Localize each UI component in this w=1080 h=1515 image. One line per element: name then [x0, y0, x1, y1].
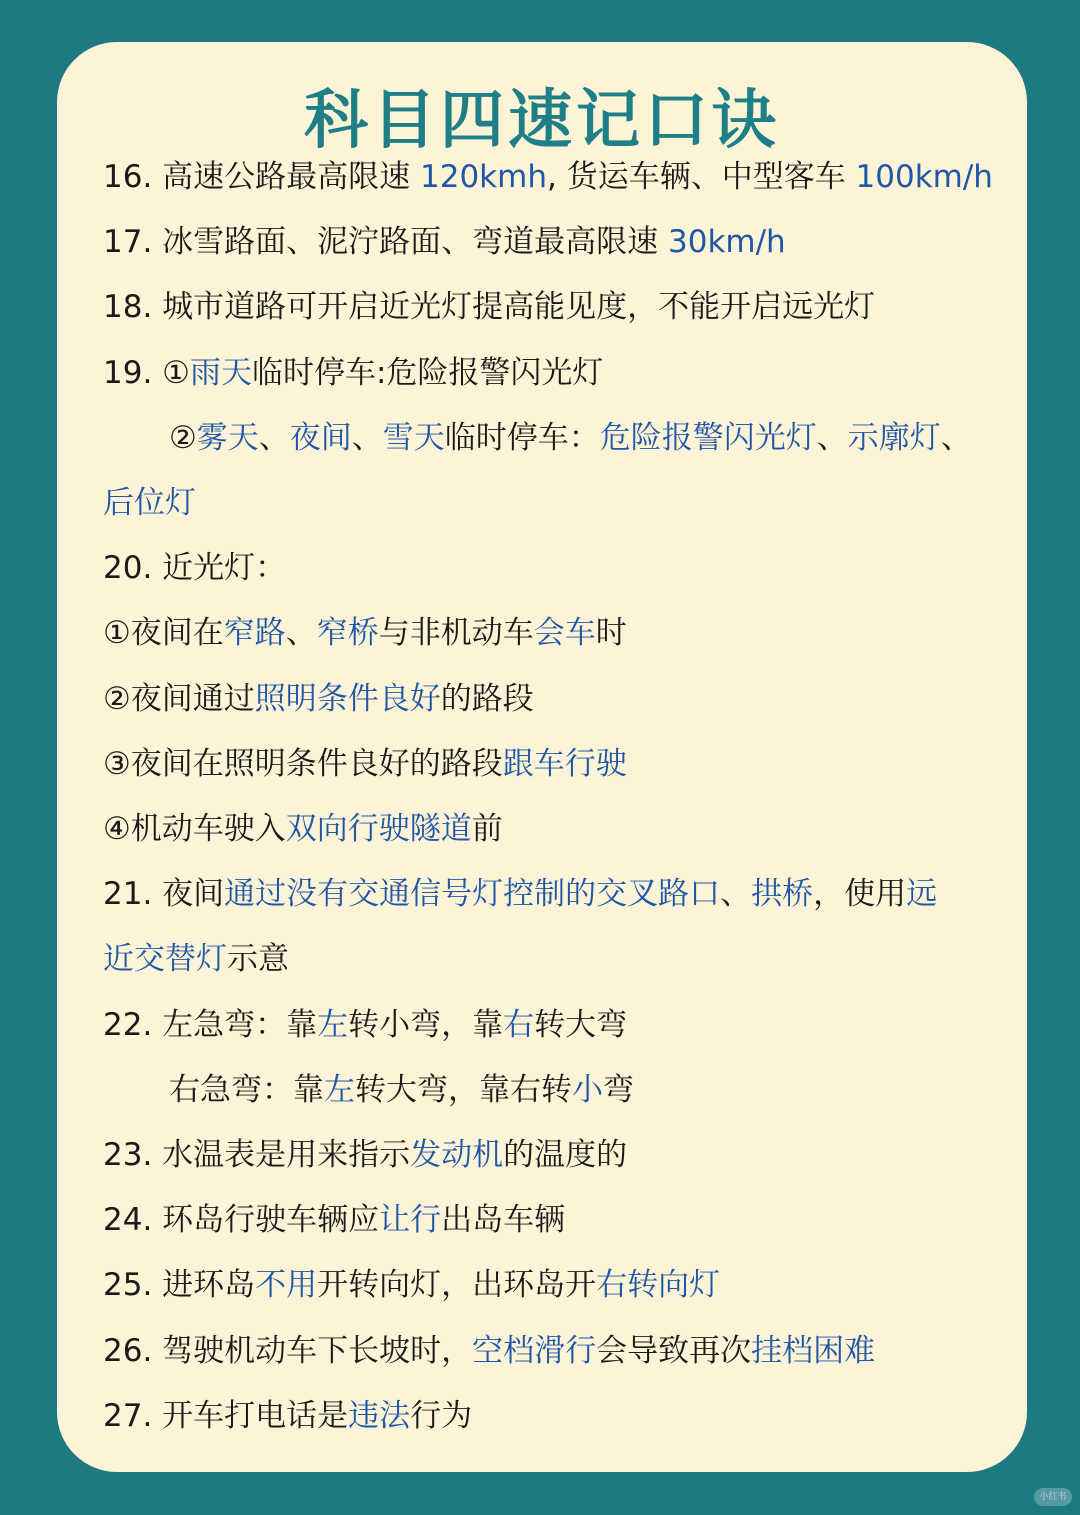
- rule-line: [103, 350, 1007, 396]
- rule-text: 18. 城市道路可开启近光灯提高能见度，不能开启远光灯: [103, 289, 876, 326]
- rule-text: 19. ①: [103, 354, 190, 391]
- rule-line: [103, 219, 1007, 265]
- rule-text: ②: [169, 419, 197, 456]
- highlight-text: 右转向灯: [596, 1267, 721, 1304]
- highlight-text: 双向行驶隧道: [285, 811, 472, 847]
- rule-text: 与非机动车: [378, 615, 534, 652]
- rule-text: 22. 左急弯：靠: [103, 1006, 318, 1043]
- rule-text: 、: [940, 419, 972, 456]
- rule-text: ④机动车驶入: [103, 811, 286, 847]
- rule-text: 临时停车：: [444, 419, 600, 456]
- highlight-text: 雪天: [382, 419, 445, 456]
- rule-text: 开转向灯，出环岛开: [317, 1267, 597, 1304]
- rule-text: 20. 近光灯：: [103, 550, 287, 587]
- highlight-text: 不用: [255, 1267, 318, 1304]
- rule-line: [103, 871, 1007, 917]
- highlight-text: 小: [572, 1071, 603, 1108]
- rule-line: [103, 1132, 1007, 1178]
- rule-line: [103, 480, 1007, 526]
- rule-line: [103, 1262, 1007, 1308]
- highlight-text: 让行: [379, 1202, 442, 1239]
- highlight-text: 120kmh: [420, 159, 547, 195]
- highlight-text: 夜间: [289, 419, 352, 456]
- highlight-text: 发动机: [410, 1137, 504, 1173]
- rule-text: 24. 环岛行驶车辆应: [103, 1202, 380, 1239]
- rule-text: 行为: [410, 1397, 473, 1434]
- rule-text: 23. 水温表是用来指示: [103, 1137, 411, 1173]
- rule-text: 27. 开车打电话是: [103, 1397, 349, 1434]
- rule-text: 转大弯，靠右转: [355, 1071, 572, 1108]
- highlight-text: 窄桥: [316, 615, 379, 652]
- rule-text: 出岛车辆: [441, 1202, 566, 1239]
- rule-line: [103, 154, 1007, 200]
- rule-text: ③夜间在照明条件良好的路段: [103, 745, 503, 782]
- rule-text: ，使用: [813, 876, 907, 913]
- rule-text: 、: [816, 419, 848, 456]
- rule-line: [103, 806, 1007, 852]
- highlight-text: 拱桥: [751, 876, 814, 913]
- rule-text: 、: [285, 615, 317, 652]
- highlight-text: 后位灯: [103, 485, 196, 521]
- rule-text: 右急弯：靠: [169, 1071, 324, 1108]
- rule-line: [103, 741, 1007, 787]
- watermark: 小红书: [1034, 1488, 1072, 1506]
- rule-text: 临时停车:危险报警闪光灯: [251, 354, 604, 391]
- rule-text: 、: [351, 419, 383, 456]
- highlight-text: 30km/h: [668, 224, 786, 261]
- rule-text: , 货运车辆、中型客车: [546, 159, 856, 195]
- rule-text: 转大弯: [534, 1006, 628, 1043]
- rule-line: [103, 936, 1007, 982]
- rule-line: [169, 415, 1007, 461]
- rule-line: [103, 1328, 1007, 1374]
- rule-text: 16. 高速公路最高限速: [103, 159, 421, 195]
- rule-text: ①夜间在: [103, 615, 224, 652]
- highlight-text: 照明条件良好: [254, 680, 441, 717]
- rule-text: 会导致再次: [596, 1332, 752, 1369]
- rule-text: 前: [471, 811, 503, 847]
- rule-text: 弯: [603, 1071, 634, 1108]
- rule-text: 25. 进环岛: [103, 1267, 256, 1304]
- rule-text: 21. 夜间: [103, 876, 225, 913]
- rule-line: [169, 1067, 1007, 1113]
- highlight-text: 窄路: [223, 615, 286, 652]
- rule-text: 26. 驾驶机动车下长坡时，: [103, 1332, 473, 1369]
- highlight-text: 危险报警闪光灯: [599, 419, 817, 456]
- rule-line: [103, 1002, 1007, 1048]
- rule-text: 的路段: [440, 680, 534, 717]
- page-title: 科目四速记口诀: [304, 84, 780, 158]
- rule-text: 示意: [227, 941, 289, 978]
- rule-line: [103, 610, 1007, 656]
- highlight-text: 雨天: [189, 354, 252, 391]
- highlight-text: 近交替灯: [103, 941, 227, 978]
- highlight-text: 会车: [533, 615, 596, 652]
- highlight-text: 左: [324, 1071, 355, 1108]
- rule-line: [103, 1393, 1007, 1439]
- rule-line: [103, 284, 1007, 330]
- rule-text: 、: [258, 419, 290, 456]
- rule-line: [103, 1197, 1007, 1243]
- highlight-text: 通过没有交通信号灯控制的交叉路口: [224, 876, 721, 913]
- rule-text: ②夜间通过: [103, 680, 255, 717]
- highlight-text: 100km/h: [855, 159, 993, 195]
- rule-line: [103, 676, 1007, 722]
- highlight-text: 违法: [348, 1397, 411, 1434]
- rule-text: 时: [595, 615, 627, 652]
- highlight-text: 空档滑行: [472, 1332, 597, 1369]
- content-card: [57, 42, 1027, 1472]
- rule-text: 的温度的: [503, 1137, 628, 1173]
- highlight-text: 挂档困难: [751, 1332, 876, 1369]
- rule-text: 、: [720, 876, 752, 913]
- highlight-text: 远: [906, 876, 938, 913]
- rule-line: [103, 545, 1007, 591]
- highlight-text: 右: [503, 1006, 535, 1043]
- highlight-text: 跟车行驶: [502, 745, 627, 782]
- rule-text: 17. 冰雪路面、泥泞路面、弯道最高限速: [103, 224, 669, 261]
- rule-text: 转小弯，靠: [348, 1006, 504, 1043]
- highlight-text: 示廓灯: [847, 419, 941, 456]
- highlight-text: 雾天: [196, 419, 259, 456]
- highlight-text: 左: [317, 1006, 349, 1043]
